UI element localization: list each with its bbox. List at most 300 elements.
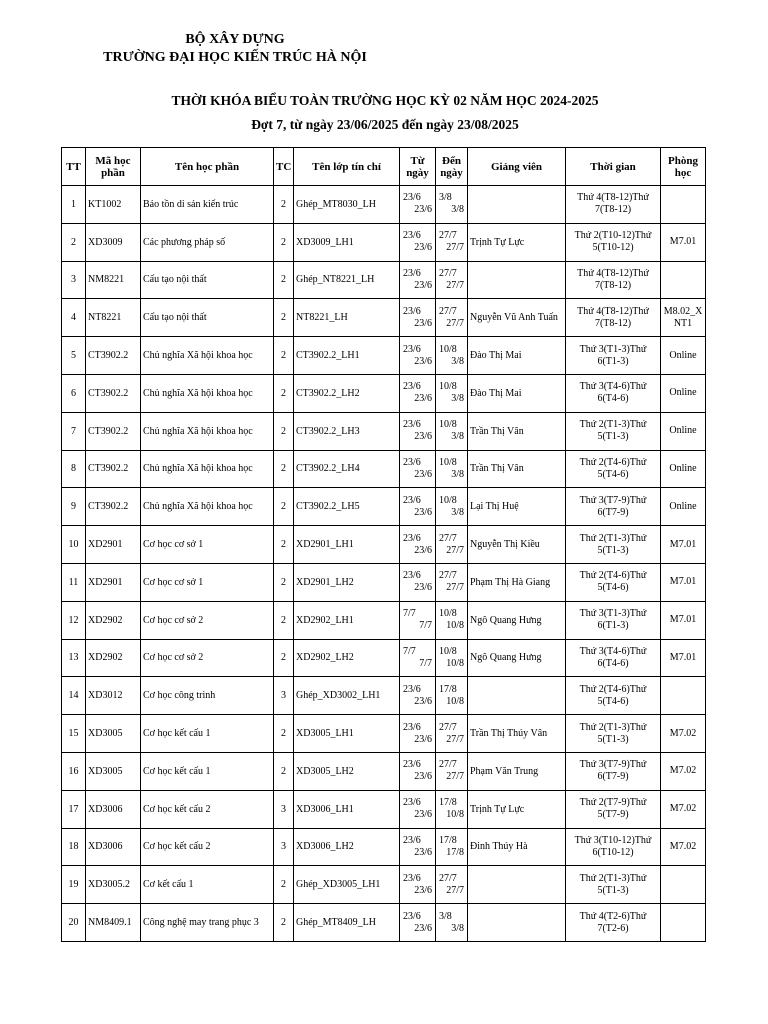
course-code: CT3902.2 [86, 337, 141, 375]
course-code: CT3902.2 [86, 374, 141, 412]
course-name: Chủ nghĩa Xã hội khoa học [141, 488, 274, 526]
credits: 3 [274, 828, 294, 866]
course-name: Cấu tạo nội thất [141, 261, 274, 299]
credits: 2 [274, 904, 294, 942]
room: M7.01 [661, 526, 706, 564]
from-date-start: 23/6 [403, 267, 421, 279]
from-date [400, 677, 436, 715]
room: M7.02 [661, 790, 706, 828]
room: Online [661, 412, 706, 450]
to-date-start: 27/7 [439, 305, 457, 317]
credits: 2 [274, 715, 294, 753]
to-date [436, 601, 468, 639]
credits: 2 [274, 299, 294, 337]
room [661, 866, 706, 904]
from-date [400, 601, 436, 639]
from-date-end: 23/6 [414, 544, 432, 556]
from-date-end: 23/6 [414, 393, 432, 405]
class-name: XD3006_LH1 [294, 790, 400, 828]
to-date-end: 3/8 [451, 355, 464, 367]
course-code: NM8221 [86, 261, 141, 299]
from-date [400, 639, 436, 677]
to-date-end: 3/8 [451, 204, 464, 216]
to-date-end: 10/8 [446, 695, 464, 707]
course-code: NT8221 [86, 299, 141, 337]
to-date-start: 17/8 [439, 834, 457, 846]
schedule-time: Thứ 2(T7-9)Thứ 5(T7-9) [566, 790, 661, 828]
from-date-start: 23/6 [403, 381, 421, 393]
course-code: CT3902.2 [86, 412, 141, 450]
from-date-end: 23/6 [414, 355, 432, 367]
room: M7.01 [661, 563, 706, 601]
class-name: XD2902_LH1 [294, 601, 400, 639]
table-row [62, 261, 706, 299]
from-date-start: 23/6 [403, 230, 421, 242]
from-date [400, 790, 436, 828]
credits: 2 [274, 866, 294, 904]
from-date [400, 752, 436, 790]
course-name: Chủ nghĩa Xã hội khoa học [141, 450, 274, 488]
course-code: XD3005 [86, 715, 141, 753]
course-name: Cơ học kết cấu 2 [141, 828, 274, 866]
to-date [436, 223, 468, 261]
row-number: 11 [62, 563, 86, 601]
from-date-end: 23/6 [414, 922, 432, 934]
row-number: 6 [62, 374, 86, 412]
schedule-time: Thứ 3(T7-9)Thứ 6(T7-9) [566, 488, 661, 526]
course-code: KT1002 [86, 186, 141, 224]
lecturer: Trịnh Tự Lực [468, 790, 566, 828]
from-date-end: 23/6 [414, 582, 432, 594]
to-date [436, 299, 468, 337]
credits: 2 [274, 639, 294, 677]
table-row [62, 639, 706, 677]
room: M8.02_X NT1 [661, 299, 706, 337]
from-date-end: 23/6 [414, 884, 432, 896]
row-number: 12 [62, 601, 86, 639]
room: Online [661, 374, 706, 412]
lecturer: Lại Thị Huệ [468, 488, 566, 526]
from-date-end: 7/7 [419, 657, 432, 669]
course-code: XD2902 [86, 601, 141, 639]
row-number: 2 [62, 223, 86, 261]
to-date-start: 10/8 [439, 419, 457, 431]
course-name: Công nghệ may trang phục 3 [141, 904, 274, 942]
to-date-end: 3/8 [451, 393, 464, 405]
credits: 3 [274, 677, 294, 715]
ministry-name: BỘ XÂY DỰNG [185, 32, 285, 47]
col-header-room: Phòng học [661, 148, 706, 186]
col-header-lecturer: Giảng viên [468, 148, 566, 186]
schedule-time: Thứ 3(T1-3)Thứ 6(T1-3) [566, 601, 661, 639]
row-number: 5 [62, 337, 86, 375]
from-date [400, 563, 436, 601]
to-date-start: 17/8 [439, 683, 457, 695]
lecturer: Ngô Quang Hưng [468, 601, 566, 639]
credits: 2 [274, 412, 294, 450]
schedule-time: Thứ 3(T4-6)Thứ 6(T4-6) [566, 374, 661, 412]
table-row [62, 337, 706, 375]
row-number: 14 [62, 677, 86, 715]
to-date-start: 10/8 [439, 456, 457, 468]
credits: 2 [274, 337, 294, 375]
course-code: NM8409.1 [86, 904, 141, 942]
col-header-from-date: Từ ngày [400, 148, 436, 186]
room [661, 904, 706, 942]
row-number: 9 [62, 488, 86, 526]
credits: 2 [274, 601, 294, 639]
to-date-start: 27/7 [439, 721, 457, 733]
from-date-end: 23/6 [414, 733, 432, 745]
course-name: Cơ học kết cấu 2 [141, 790, 274, 828]
table-row [62, 790, 706, 828]
table-row [62, 488, 706, 526]
course-code: XD2902 [86, 639, 141, 677]
from-date-start: 23/6 [403, 797, 421, 809]
to-date-start: 10/8 [439, 343, 457, 355]
from-date [400, 866, 436, 904]
course-name: Cơ học cơ sở 1 [141, 563, 274, 601]
class-name: XD2902_LH2 [294, 639, 400, 677]
lecturer: Trịnh Tự Lực [468, 223, 566, 261]
credits: 2 [274, 526, 294, 564]
lecturer: Đào Thị Mai [468, 374, 566, 412]
credits: 2 [274, 752, 294, 790]
course-name: Cơ học kết cấu 1 [141, 752, 274, 790]
from-date-start: 23/6 [403, 834, 421, 846]
course-name: Cơ học cơ sở 2 [141, 601, 274, 639]
table-row [62, 223, 706, 261]
to-date-end: 27/7 [446, 733, 464, 745]
credits: 3 [274, 790, 294, 828]
from-date-end: 23/6 [414, 204, 432, 216]
to-date-start: 27/7 [439, 570, 457, 582]
document-title: THỜI KHÓA BIỂU TOÀN TRƯỜNG HỌC KỲ 02 NĂM HỌC 2024-2025 [171, 93, 599, 108]
to-date [436, 828, 468, 866]
schedule-time: Thứ 2(T4-6)Thứ 5(T4-6) [566, 563, 661, 601]
credits: 2 [274, 488, 294, 526]
from-date-end: 23/6 [414, 242, 432, 254]
to-date-end: 3/8 [451, 431, 464, 443]
from-date-start: 23/6 [403, 343, 421, 355]
class-name: Ghép_MT8030_LH [294, 186, 400, 224]
from-date-end: 23/6 [414, 317, 432, 329]
to-date [436, 639, 468, 677]
col-header-course-code: Mã học phần [86, 148, 141, 186]
to-date [436, 186, 468, 224]
row-number: 19 [62, 866, 86, 904]
from-date-end: 23/6 [414, 431, 432, 443]
from-date [400, 828, 436, 866]
table-row [62, 752, 706, 790]
class-name: XD3005_LH2 [294, 752, 400, 790]
room: M7.01 [661, 223, 706, 261]
to-date [436, 904, 468, 942]
schedule-time: Thứ 2(T1-3)Thứ 5(T1-3) [566, 526, 661, 564]
from-date-start: 23/6 [403, 721, 421, 733]
row-number: 13 [62, 639, 86, 677]
to-date [436, 337, 468, 375]
from-date [400, 186, 436, 224]
from-date-start: 23/6 [403, 570, 421, 582]
to-date-start: 27/7 [439, 230, 457, 242]
room [661, 261, 706, 299]
to-date-end: 27/7 [446, 884, 464, 896]
credits: 2 [274, 450, 294, 488]
to-date-start: 10/8 [439, 494, 457, 506]
to-date-start: 10/8 [439, 381, 457, 393]
table-row [62, 412, 706, 450]
room: M7.01 [661, 639, 706, 677]
credits: 2 [274, 563, 294, 601]
to-date [436, 488, 468, 526]
course-code: XD3005.2 [86, 866, 141, 904]
schedule-time: Thứ 3(T7-9)Thứ 6(T7-9) [566, 752, 661, 790]
to-date-end: 10/8 [446, 657, 464, 669]
lecturer: Nguyễn Vũ Anh Tuấn [468, 299, 566, 337]
table-row [62, 601, 706, 639]
to-date [436, 790, 468, 828]
schedule-time: Thứ 2(T10-12)Thứ 5(T10-12) [566, 223, 661, 261]
from-date-end: 23/6 [414, 279, 432, 291]
to-date [436, 563, 468, 601]
to-date-start: 17/8 [439, 797, 457, 809]
course-code: XD3009 [86, 223, 141, 261]
schedule-time: Thứ 3(T10-12)Thứ 6(T10-12) [566, 828, 661, 866]
course-name: Cơ kết cấu 1 [141, 866, 274, 904]
to-date-start: 3/8 [439, 192, 452, 204]
schedule-time: Thứ 2(T4-6)Thứ 5(T4-6) [566, 677, 661, 715]
table-row [62, 563, 706, 601]
lecturer [468, 186, 566, 224]
to-date-end: 27/7 [446, 279, 464, 291]
from-date [400, 374, 436, 412]
class-name: CT3902.2_LH3 [294, 412, 400, 450]
to-date-end: 27/7 [446, 771, 464, 783]
row-number: 16 [62, 752, 86, 790]
class-name: XD2901_LH2 [294, 563, 400, 601]
schedule-time: Thứ 3(T4-6)Thứ 6(T4-6) [566, 639, 661, 677]
course-code: XD2901 [86, 526, 141, 564]
to-date [436, 677, 468, 715]
course-name: Cơ học công trình [141, 677, 274, 715]
class-name: NT8221_LH [294, 299, 400, 337]
schedule-time: Thứ 2(T4-6)Thứ 5(T4-6) [566, 450, 661, 488]
lecturer: Đào Thị Mai [468, 337, 566, 375]
course-name: Cơ học kết cấu 1 [141, 715, 274, 753]
lecturer: Trần Thị Vân [468, 412, 566, 450]
to-date [436, 866, 468, 904]
credits: 2 [274, 223, 294, 261]
course-name: Chủ nghĩa Xã hội khoa học [141, 337, 274, 375]
room: M7.02 [661, 752, 706, 790]
from-date-end: 23/6 [414, 506, 432, 518]
class-name: CT3902.2_LH1 [294, 337, 400, 375]
document-subtitle: Đợt 7, từ ngày 23/06/2025 đến ngày 23/08/2025 [251, 117, 519, 132]
class-name: CT3902.2_LH5 [294, 488, 400, 526]
to-date [436, 374, 468, 412]
lecturer: Phạm Văn Trung [468, 752, 566, 790]
from-date-end: 23/6 [414, 695, 432, 707]
to-date [436, 526, 468, 564]
to-date-end: 10/8 [446, 809, 464, 821]
class-name: Ghép_MT8409_LH [294, 904, 400, 942]
room: Online [661, 337, 706, 375]
from-date-start: 23/6 [403, 494, 421, 506]
row-number: 15 [62, 715, 86, 753]
table-row [62, 828, 706, 866]
to-date-end: 27/7 [446, 544, 464, 556]
col-header-to-date: Đến ngày [436, 148, 468, 186]
schedule-time: Thứ 4(T8-12)Thứ 7(T8-12) [566, 299, 661, 337]
from-date-end: 23/6 [414, 771, 432, 783]
credits: 2 [274, 186, 294, 224]
from-date-start: 23/6 [403, 419, 421, 431]
to-date [436, 752, 468, 790]
schedule-time: Thứ 2(T1-3)Thứ 5(T1-3) [566, 866, 661, 904]
col-header-credits: TC [274, 148, 294, 186]
from-date-start: 23/6 [403, 759, 421, 771]
row-number: 8 [62, 450, 86, 488]
to-date-start: 27/7 [439, 759, 457, 771]
lecturer [468, 261, 566, 299]
from-date-start: 23/6 [403, 910, 421, 922]
from-date [400, 223, 436, 261]
lecturer: Trần Thị Thúy Vân [468, 715, 566, 753]
class-name: CT3902.2_LH2 [294, 374, 400, 412]
class-name: XD2901_LH1 [294, 526, 400, 564]
from-date [400, 715, 436, 753]
row-number: 20 [62, 904, 86, 942]
course-name: Chủ nghĩa Xã hội khoa học [141, 374, 274, 412]
from-date [400, 412, 436, 450]
class-name: CT3902.2_LH4 [294, 450, 400, 488]
class-name: Ghép_XD3002_LH1 [294, 677, 400, 715]
lecturer [468, 866, 566, 904]
course-code: XD3006 [86, 828, 141, 866]
schedule-time: Thứ 3(T1-3)Thứ 6(T1-3) [566, 337, 661, 375]
to-date-start: 27/7 [439, 532, 457, 544]
lecturer: Phạm Thị Hà Giang [468, 563, 566, 601]
to-date-start: 10/8 [439, 645, 457, 657]
table-row [62, 526, 706, 564]
room: M7.02 [661, 715, 706, 753]
course-code: XD3012 [86, 677, 141, 715]
to-date [436, 715, 468, 753]
course-code: CT3902.2 [86, 488, 141, 526]
table-row [62, 715, 706, 753]
course-code: XD2901 [86, 563, 141, 601]
course-name: Bảo tồn di sản kiến trúc [141, 186, 274, 224]
schedule-time: Thứ 4(T8-12)Thứ 7(T8-12) [566, 186, 661, 224]
from-date [400, 488, 436, 526]
table-row [62, 450, 706, 488]
from-date-end: 23/6 [414, 846, 432, 858]
course-name: Các phương pháp số [141, 223, 274, 261]
room: Online [661, 450, 706, 488]
course-name: Cơ học cơ sở 1 [141, 526, 274, 564]
from-date-start: 23/6 [403, 532, 421, 544]
from-date-end: 23/6 [414, 809, 432, 821]
room [661, 186, 706, 224]
timetable [61, 147, 706, 942]
lecturer: Ngô Quang Hưng [468, 639, 566, 677]
row-number: 17 [62, 790, 86, 828]
to-date-end: 17/8 [446, 846, 464, 858]
to-date [436, 450, 468, 488]
class-name: Ghép_XD3005_LH1 [294, 866, 400, 904]
to-date-start: 10/8 [439, 608, 457, 620]
table-row [62, 904, 706, 942]
to-date-end: 3/8 [451, 506, 464, 518]
credits: 2 [274, 374, 294, 412]
schedule-time: Thứ 2(T1-3)Thứ 5(T1-3) [566, 715, 661, 753]
course-code: CT3902.2 [86, 450, 141, 488]
to-date-end: 3/8 [451, 468, 464, 480]
class-name: XD3006_LH2 [294, 828, 400, 866]
from-date-start: 7/7 [403, 645, 416, 657]
table-row [62, 186, 706, 224]
to-date-start: 27/7 [439, 267, 457, 279]
from-date-end: 7/7 [419, 620, 432, 632]
university-name: TRƯỜNG ĐẠI HỌC KIẾN TRÚC HÀ NỘI [103, 50, 367, 65]
from-date-start: 7/7 [403, 608, 416, 620]
class-name: Ghép_NT8221_LH [294, 261, 400, 299]
room [661, 677, 706, 715]
course-code: XD3006 [86, 790, 141, 828]
row-number: 18 [62, 828, 86, 866]
from-date-end: 23/6 [414, 468, 432, 480]
table-row [62, 374, 706, 412]
course-name: Cơ học cơ sở 2 [141, 639, 274, 677]
row-number: 10 [62, 526, 86, 564]
to-date-start: 3/8 [439, 910, 452, 922]
lecturer: Đinh Thúy Hà [468, 828, 566, 866]
from-date [400, 299, 436, 337]
class-name: XD3005_LH1 [294, 715, 400, 753]
room: M7.02 [661, 828, 706, 866]
from-date-start: 23/6 [403, 872, 421, 884]
to-date-end: 27/7 [446, 317, 464, 329]
to-date-end: 27/7 [446, 242, 464, 254]
from-date [400, 337, 436, 375]
row-number: 7 [62, 412, 86, 450]
lecturer: Trần Thị Vân [468, 450, 566, 488]
lecturer [468, 677, 566, 715]
course-code: XD3005 [86, 752, 141, 790]
from-date [400, 450, 436, 488]
from-date [400, 526, 436, 564]
schedule-time: Thứ 4(T2-6)Thứ 7(T2-6) [566, 904, 661, 942]
to-date-start: 27/7 [439, 872, 457, 884]
course-name: Chủ nghĩa Xã hội khoa học [141, 412, 274, 450]
room: M7.01 [661, 601, 706, 639]
col-header-time: Thời gian [566, 148, 661, 186]
from-date [400, 261, 436, 299]
schedule-time: Thứ 4(T8-12)Thứ 7(T8-12) [566, 261, 661, 299]
lecturer [468, 904, 566, 942]
lecturer: Nguyễn Thị Kiều [468, 526, 566, 564]
course-name: Cấu tạo nội thất [141, 299, 274, 337]
row-number: 3 [62, 261, 86, 299]
col-header-class-name: Tên lớp tín chỉ [294, 148, 400, 186]
from-date-start: 23/6 [403, 305, 421, 317]
table-row [62, 677, 706, 715]
schedule-time: Thứ 2(T1-3)Thứ 5(T1-3) [566, 412, 661, 450]
to-date-end: 27/7 [446, 582, 464, 594]
to-date [436, 261, 468, 299]
credits: 2 [274, 261, 294, 299]
